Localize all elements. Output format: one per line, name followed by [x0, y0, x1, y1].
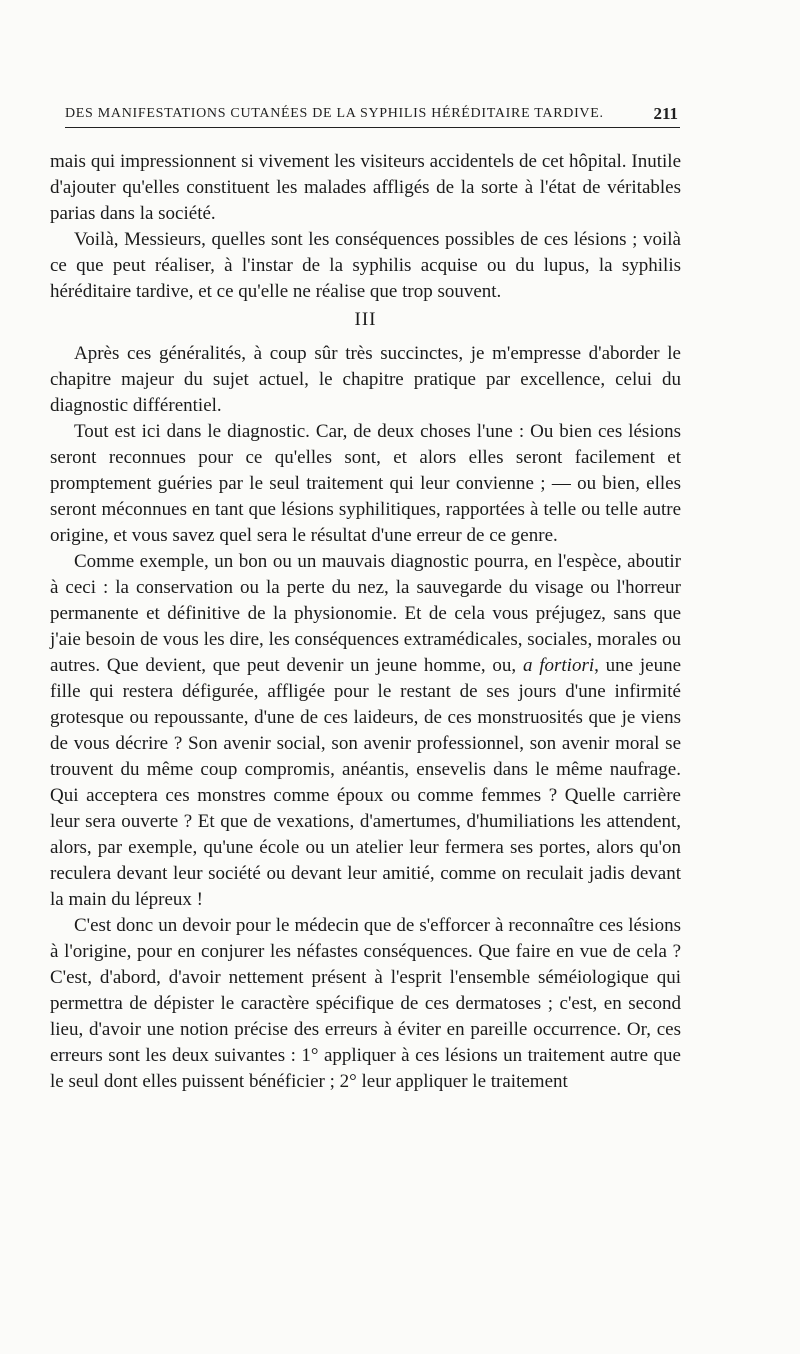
- paragraph-5-text-start: Comme exemple, un bon ou un mauvais diagnostic pourra, en l'espèce, aboutir à ceci : la conservation ou la perte du nez, la sauvegarde du visage ou l'horreur permanente et définitive de la physionomie. Et de cela vous préjugez, sans que j'aie besoin de vous les dire, les conséquences extramédicales, sociales, morales ou autres. Que devient, que peut devenir un jeune homme, ou,: [50, 551, 681, 676]
- page-number: 211: [653, 104, 678, 123]
- paragraph-4: Tout est ici dans le diagnostic. Car, de deux choses l'une : Ou bien ces lésions seront reconnues pour ce qu'elles sont, et alors elles seront facilement et promptement guéries par le seul traitement qui leur convienne ; — ou bien, elles seront méconnues en tant que lésions syphilitiques, rapportées à telle ou telle autre origine, et vous savez quel sera le résultat d'une erreur de ce genre.: [50, 421, 681, 546]
- paragraph-3: Après ces généralités, à coup sûr très succinctes, je m'empresse d'aborder le chapitre majeur du sujet actuel, le chapitre pratique par excellence, celui du diagnostic différentiel.: [50, 343, 681, 416]
- body-text: [50, 149, 681, 1095]
- paragraph-2: Voilà, Messieurs, quelles sont les conséquences possibles de ces lésions ; voilà ce que peut réaliser, à l'instar de la syphilis acquise ou du lupus, la syphilis héréditaire tardive, et ce qu'elle ne réalise que trop souvent.: [50, 229, 681, 302]
- paragraph-5: [50, 549, 681, 913]
- header-title: DES MANIFESTATIONS CUTANÉES DE LA SYPHILIS HÉRÉDITAIRE TARDIVE.: [65, 106, 604, 121]
- paragraph-1: mais qui impressionnent si vivement les visiteurs accidentels de cet hôpital. Inutile d'ajouter qu'elles constituent les malades affligés de la sorte à l'état de véritables parias dans la société.: [50, 151, 681, 224]
- paragraph-6: C'est donc un devoir pour le médecin que de s'efforcer à reconnaître ces lésions à l'origine, pour en conjurer les néfastes conséquences. Que faire en vue de cela ? C'est, d'abord, d'avoir nettement présent à l'esprit l'ensemble séméiologique qui permettra de dépister le caractère spécifique de ces dermatoses ; c'est, en second lieu, d'avoir une notion précise des erreurs à éviter en pareille occurrence. Or, ces erreurs sont les deux suivantes : 1° appliquer à ces lésions un traitement autre que le seul dont elles puissent bénéficier ; 2° leur appliquer le traitement: [50, 915, 681, 1092]
- section-number: III: [354, 309, 377, 330]
- header-rule: [65, 127, 680, 128]
- paragraph-5-text-end: , une jeune fille qui restera défigurée, affligée pour le restant de ses jours d'une infirmité grotesque ou repoussante, d'une de ces laideurs, de ces monstruosités que je viens de vous décrire ? Son avenir social, son avenir professionnel, son avenir moral se trouvent du même coup compromis, anéantis, ensevelis dans le même naufrage. Qui acceptera ces monstres comme époux ou comme femmes ? Quelle carrière leur sera ouverte ? Et que de vexations, d'amertumes, d'humiliations les attendent, alors, par exemple, qu'une école ou un atelier leur fermera ses portes, alors qu'on reculera devant leur société ou devant leur amitié, comme on reculait jadis devant la main du lépreux !: [50, 655, 682, 910]
- italic-phrase: a fortiori: [522, 655, 595, 676]
- running-header: [65, 104, 680, 128]
